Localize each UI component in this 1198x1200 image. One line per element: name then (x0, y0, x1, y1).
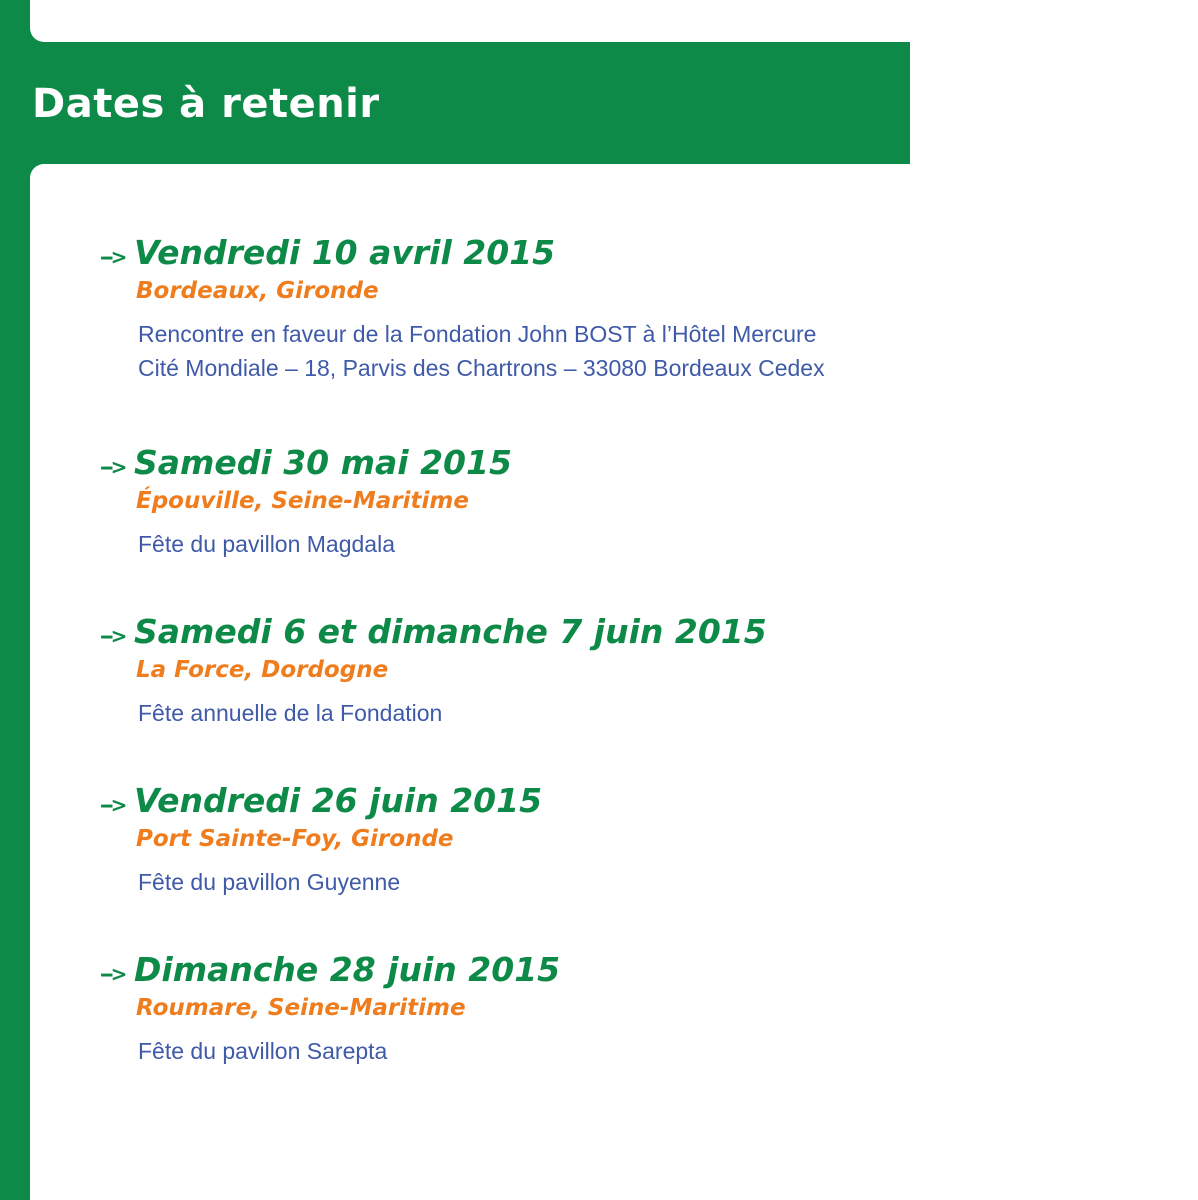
event-description-line: Fête annuelle de la Fondation (138, 700, 443, 726)
event-item (100, 612, 1000, 730)
event-item (100, 950, 1000, 1068)
arrow-icon: --> (100, 962, 125, 986)
event-place: La Force, Dordogne (136, 657, 389, 683)
event-description-line: Fête du pavillon Sarepta (138, 1038, 388, 1064)
event-place: Port Sainte-Foy, Gironde (136, 826, 454, 852)
event-place: Épouville, Seine-Maritime (136, 488, 469, 514)
event-date: Dimanche 28 juin 2015 (134, 950, 561, 989)
event-date: Samedi 6 et dimanche 7 juin 2015 (134, 612, 767, 651)
arrow-icon: --> (100, 793, 125, 817)
event-description-line: Rencontre en faveur de la Fondation John BOST à l’Hôtel Mercure (138, 321, 817, 347)
event-place: Roumare, Seine-Maritime (136, 995, 466, 1021)
event-description (138, 1034, 1000, 1068)
event-date: Vendredi 26 juin 2015 (134, 781, 543, 820)
event-item (100, 443, 1000, 561)
arrow-icon: --> (100, 455, 125, 479)
event-description-line: Fête du pavillon Guyenne (138, 869, 401, 895)
page-title: Dates à retenir (32, 81, 380, 127)
event-place: Bordeaux, Gironde (136, 278, 379, 304)
event-description (138, 527, 1000, 561)
event-header (100, 443, 1000, 483)
event-description-line: Cité Mondiale – 18, Parvis des Chartrons – 33080 Bordeaux Cedex (138, 355, 825, 381)
event-description-line: Fête du pavillon Magdala (138, 531, 395, 557)
event-date: Vendredi 10 avril 2015 (134, 233, 556, 272)
event-description (138, 865, 1000, 899)
event-header (100, 950, 1000, 990)
event-description (138, 317, 1000, 385)
event-header (100, 781, 1000, 821)
event-header (100, 612, 1000, 652)
page-background-top (30, 0, 1198, 42)
title-band-end (890, 42, 910, 164)
arrow-icon: --> (100, 624, 125, 648)
event-description (138, 696, 1000, 730)
event-header (100, 233, 1000, 273)
event-date: Samedi 30 mai 2015 (134, 443, 512, 482)
event-item (100, 781, 1000, 899)
event-item (100, 233, 1000, 385)
arrow-icon: --> (100, 245, 125, 269)
